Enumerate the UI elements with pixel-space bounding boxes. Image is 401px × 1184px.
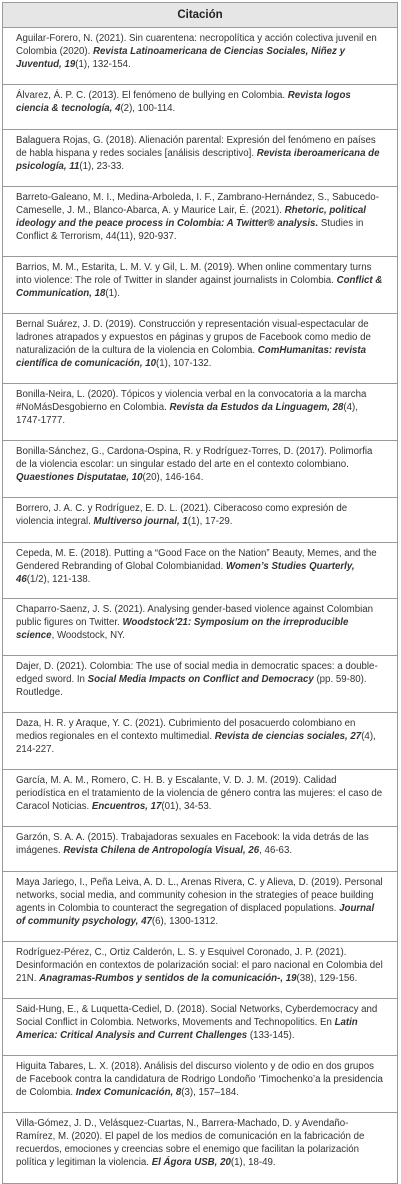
citation-row	[3, 187, 397, 257]
citation-pre: Said-Hung, E., & Luquetta-Cediel, D. (2018). Social Networks, Cyberdemocracy and Social Conflict in Colombia. Networks, Movements and Technopolitics. En	[16, 1004, 378, 1028]
citation-post: (1), 18-49.	[230, 1156, 276, 1168]
citation-journal: Conflict & Communication,	[16, 274, 383, 299]
citation-journal: Index Comunicación,	[75, 1086, 176, 1098]
citation-post: (6), 1300-1312.	[151, 915, 219, 927]
citation-vol: 17	[150, 800, 162, 812]
citation-post: (1), 17-29.	[187, 515, 233, 527]
citation-pre: Daza, H. R. y Araque, Y. C. (2021). Cubrimiento del posacuerdo colombiano en medios regionales en el contexto multimedial.	[16, 718, 356, 742]
citation-journal: Revista de ciencias sociales,	[214, 730, 351, 742]
citation-row	[3, 441, 397, 498]
citation-pre: Aguilar-Forero, N. (2021). Sin cuarentena: necropolítica y acción colectiva juvenil en Colombia (2020).	[16, 33, 377, 57]
citation-row	[3, 999, 397, 1056]
citation-row	[3, 942, 397, 999]
citation-pre: Bernal Suárez, J. D. (2019). Construcción y representación visual-espectacular de ladrones atrapados y expuestos en páginas y grupos de Facebook como medio de naturalización de la cultura de la violencia en Colombia.	[16, 319, 371, 356]
citation-pre: Dajer, D. (2021). Colombia: The use of social media in democratic spaces: a double-edged sword. In	[16, 661, 378, 685]
citation-pre: Bonilla-Sánchez, G., Cardona-Ospina, R. y Rodríguez-Torres, D. (2017). Polimorfia de la violencia escolar: un singular estado del arte en el contexto colombiano.	[16, 446, 373, 470]
citation-post: (01), 34-53.	[161, 800, 212, 812]
citation-post: (133-145).	[247, 1029, 295, 1041]
citation-vol: 28	[332, 401, 344, 413]
citation-row	[3, 314, 397, 384]
citation-journal: Revista da Estudos da Linguagem,	[169, 401, 333, 413]
citation-pre: Maya Jariego, I., Peña Leiva, A. D. L., Arenas Rivera, C. y Alieva, D. (2019). Personal networks, social media, and community cohesion in the strategies of peace building agents in Colombia to counteract the segregation of displaced populations.	[16, 877, 383, 914]
citation-pre: García, M. A. M., Romero, C. H. B. y Escalante, V. D. J. M. (2019). Calidad periodística en el tratamiento de la violencia de género contra las mujeres: el caso de Caracol Noticias.	[16, 775, 383, 812]
citation-journal: Revista logos ciencia & tecnología,	[16, 90, 351, 114]
citation-journal: Journal of community psychology,	[16, 902, 375, 927]
citation-journal: Quaestiones Disputatae,	[16, 471, 132, 483]
citation-pre: Villa-Gómez, J. D., Velásquez-Cuartas, N., Barrera-Machado, D. y Avendaño-Ramírez, M. (2020). El papel de los medios de comunicación en la fabricación de recuerdos, emociones y creencias sobre el enemigo que facilitan la polarización política y legitiman la violencia.	[16, 1118, 365, 1168]
citation-list	[3, 28, 397, 1183]
citation-vol: 19	[64, 58, 76, 70]
citation-post: (1), 107-132.	[155, 357, 212, 369]
citation-vol: 1	[182, 515, 188, 527]
citation-row	[3, 257, 397, 314]
citation-journal: Women’s Studies Quarterly,	[226, 560, 355, 572]
citation-pre: Borrero, J. A. C. y Rodríguez, E. D. L. (2021). Ciberacoso como expresión de violencia integral.	[16, 503, 348, 527]
citation-pre: Barreto-Galeano, M. I., Medina-Arboleda, I. F., Zambrano-Hernández, S., Sabucedo-Cameselle, J. M., Blanco-Abarca, A. y Maurice Lair, É. (2021).	[16, 192, 379, 216]
citation-table	[2, 2, 398, 1184]
citation-pre: Higuita Tabares, L. X. (2018). Análisis del discurso violento y de odio en dos grupos de Facebook contra la candidatura de Rodrigo Londoño ‘Timochenko’a la presidencia de Colombia.	[16, 1061, 383, 1098]
citation-pre: Barrios, M. M., Estarita, L. M. V. y Gil, L. M. (2019). When online commentary turns into violence: The role of Twitter in slander against journalists in Colombia.	[16, 262, 372, 286]
citation-post: (pp. 59-80). Routledge.	[16, 673, 367, 698]
citation-journal: Revista Chilena de Antropología Visual,	[63, 844, 249, 856]
citation-row	[3, 827, 397, 872]
citation-journal: Encuentros,	[91, 800, 151, 812]
citation-row	[3, 130, 397, 187]
citation-post: (1), 132-154.	[75, 58, 131, 70]
citation-post: (1/2), 121-138.	[26, 573, 91, 585]
citation-row	[3, 1113, 397, 1183]
citation-row	[3, 543, 397, 599]
citation-journal: Rhetoric, political ideology and the peace process in Colombia: A Twitter® analysis.	[16, 204, 366, 229]
citation-pre: Cepeda, M. E. (2018). Putting a “Good Face on the Nation” Beauty, Memes, and the Gendered Rebranding of Global Colombianidad.	[16, 548, 377, 572]
citation-vol: 10	[131, 471, 143, 483]
citation-vol: 46	[16, 573, 27, 585]
citation-pre: Chaparro-Saenz, J. S. (2021). Analysing gender-based violence against Colombian public figures on Twitter.	[16, 604, 374, 628]
citation-row	[3, 384, 397, 441]
column-header: Citación	[3, 3, 397, 28]
citation-journal: Social Media Impacts on Conflict and Democracy	[87, 673, 314, 685]
citation-vol: 4	[115, 102, 121, 114]
citation-row	[3, 28, 397, 85]
citation-post: (20), 146-164.	[142, 471, 204, 483]
citation-vol: 19	[285, 972, 297, 984]
citation-vol: 47	[141, 915, 152, 927]
citation-post: (1), 23-33.	[79, 160, 125, 172]
citation-vol: 8	[175, 1086, 182, 1098]
citation-post: (38), 129-156.	[296, 972, 358, 984]
citation-post: (4), 214-227.	[16, 730, 376, 755]
citation-pre: Bonilla-Neira, L. (2020). Tópicos y violencia verbal en la convocatoria a la marcha #NoMásDesgobierno en Colombia.	[16, 389, 367, 413]
citation-journal: Revista Latinoamericana de Ciencias Sociales, Niñez y Juventud,	[16, 45, 345, 70]
citation-journal: El Ágora USB,	[151, 1156, 221, 1168]
citation-row	[3, 85, 397, 130]
citation-row	[3, 656, 397, 713]
citation-vol: 11	[69, 160, 80, 172]
citation-post: (4), 1747-1777.	[16, 401, 358, 426]
citation-pre: Balaguera Rojas, G. (2018). Alienación parental: Expresión del fenómeno en países de habla hispana y redes sociales [análisis descriptivo].	[16, 135, 376, 159]
citation-journal: ComHumanitas: revista científica de comunicación,	[16, 344, 367, 369]
citation-row	[3, 599, 397, 656]
citation-post: (2), 100-114.	[120, 102, 176, 114]
citation-row	[3, 713, 397, 770]
citation-journal: Multiverso journal,	[93, 515, 183, 527]
citation-journal: Anagramas-Rumbos y sentidos de la comunicación-,	[39, 972, 286, 984]
citation-vol: 18	[94, 287, 106, 299]
citation-journal: Latin America: Critical Analysis and Current Challenges	[16, 1016, 358, 1041]
citation-row	[3, 872, 397, 942]
citation-row	[3, 770, 397, 827]
citation-journal: Revista iberoamericana de psicología,	[16, 147, 380, 172]
citation-post: , 46-63.	[259, 844, 293, 856]
citation-vol: 10	[145, 357, 156, 369]
citation-vol: 27	[350, 730, 362, 742]
citation-post: (1).	[105, 287, 120, 299]
citation-pre: Rodríguez-Pérez, C., Ortiz Calderón, L. S. y Esquivel Coronado, J. P. (2021). Desinformación en contextos de polarización social: el paro nacional en Colombia del 21N.	[16, 947, 383, 984]
citation-pre: Garzón, S. A. A. (2015). Trabajadoras sexuales en Facebook: la vida detrás de las imágenes.	[16, 832, 369, 856]
citation-vol: 26	[248, 844, 260, 856]
citation-vol: 20	[220, 1156, 231, 1168]
citation-pre: Álvarez, Á. P. C. (2013). El fenómeno de bullying en Colombia.	[16, 90, 288, 101]
citation-row	[3, 1056, 397, 1113]
citation-journal: Woodstock’21: Symposium on the irreproducible science	[16, 616, 349, 641]
citation-post: , Woodstock, NY.	[51, 629, 125, 641]
citation-post: (3), 157–184.	[181, 1086, 239, 1098]
citation-post: Studies in Conflict & Terrorism, 44(11), 920-937.	[16, 217, 364, 242]
citation-row	[3, 498, 397, 543]
